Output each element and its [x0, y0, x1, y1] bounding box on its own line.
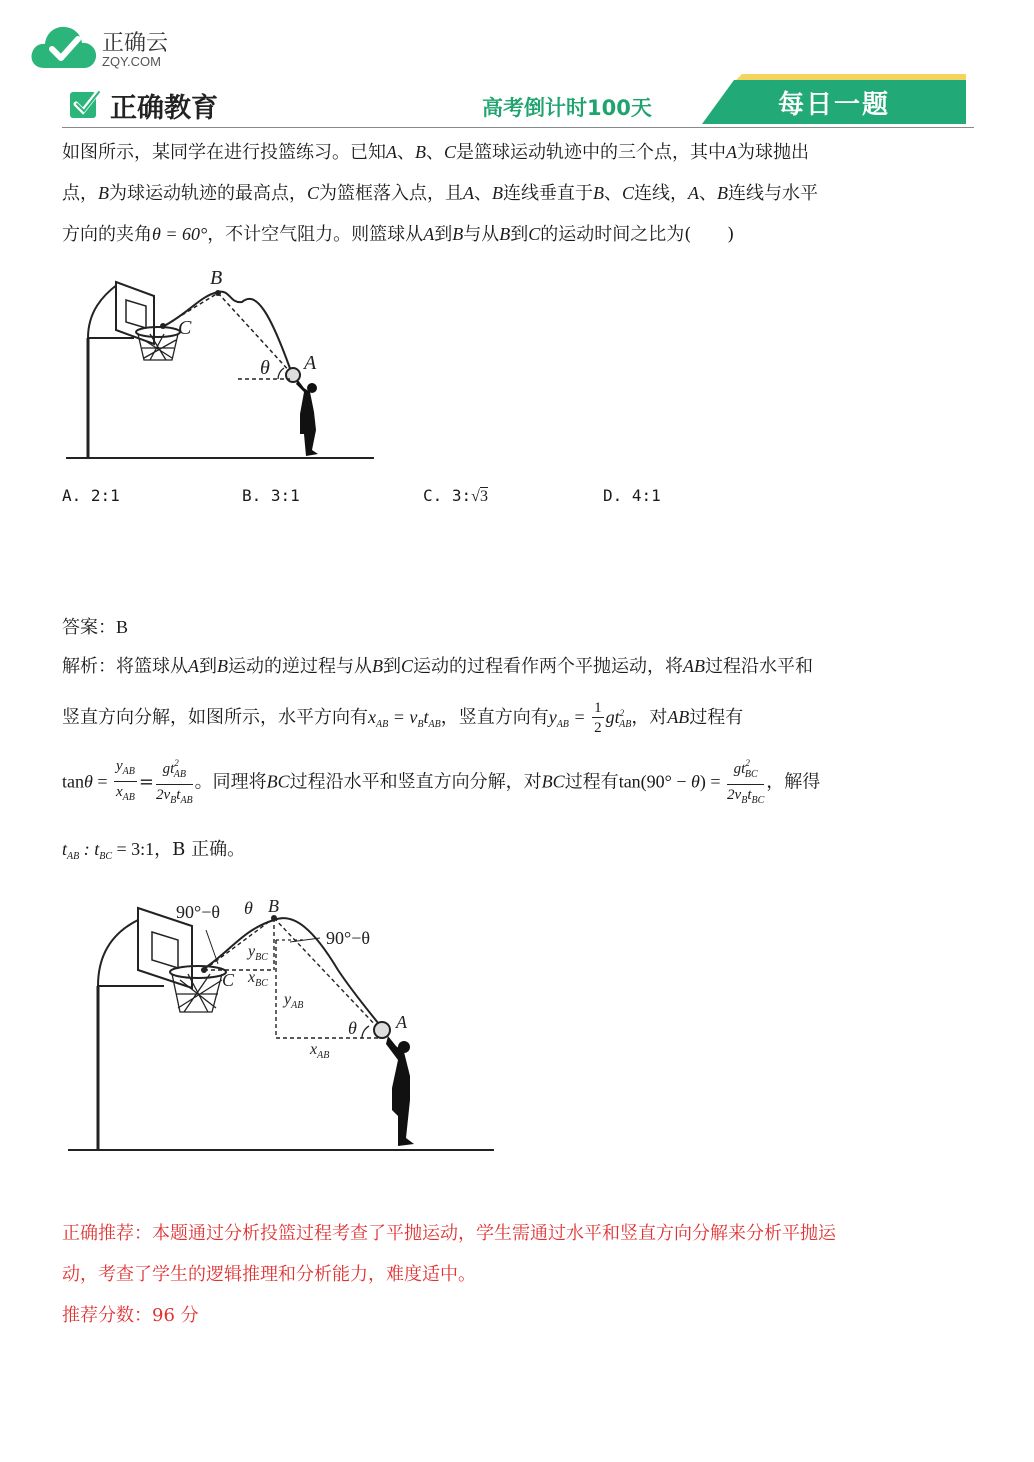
question-line-3: 方向的夹角θ = 60°，不计空气阻力。则篮球从A到B与从B到C的运动时间之比为( ): [62, 224, 735, 245]
question-line-1: 如图所示，某同学在进行投篮练习。已知A、B、C是篮球运动轨迹中的三个点，其中A为球抛出: [62, 142, 810, 163]
fig2-label-ybc: $y_{BC}$: [248, 943, 268, 963]
recommend-score: 推荐分数：96 分: [62, 1305, 199, 1326]
option-d[interactable]: D. 4:1: [603, 486, 661, 505]
fig2-angle-1: 90°−θ: [176, 902, 220, 922]
theta-equation: θ = 60°: [152, 224, 208, 244]
analysis-line-2: 竖直方向分解，如图所示，水平方向有$x_{AB} = v_Bt_{AB}$，竖直方向有$y_{AB}$ = $\frac{1}{2}$ $gt^2_{AB}$，对AB过程有: [62, 699, 744, 736]
analysis-line-4: $t_{AB}$ : $t_{BC}$ = 3:1，B 正确。: [62, 839, 246, 862]
fig2-label-a: A: [396, 1012, 407, 1032]
analysis-line-1: 解析：将篮球从A到B运动的逆过程与从B到C运动的过程看作两个平抛运动，将AB过程沿水平和: [62, 656, 814, 677]
banner-text: 每日一题: [778, 90, 891, 120]
option-a[interactable]: A. 2:1: [62, 486, 120, 505]
analysis-line-3: tanθ = $\frac{y_{AB}}{x_{AB}}$ = $\frac{gt^2_{AB}}{2v_Bt_{AB}}$ 。同理将BC过程沿水平和竖直方向分解，对BC过程有tan(90° − θ) = $\frac{gt^2_{BC}}{2v_Bt_{BC}}$ ，解得: [62, 754, 820, 811]
figure-2-decomposition-diagram: [62, 890, 502, 1160]
logo-domain: ZQY.COM: [102, 54, 161, 69]
option-c[interactable]: C. 3:√3: [423, 486, 488, 505]
fig2-label-xbc: $x_{BC}$: [248, 969, 268, 989]
checkbox-icon: [68, 88, 102, 122]
figure-1-basketball-trajectory: [60, 262, 390, 467]
question-text: [62, 132, 982, 255]
fig2-angle-2: 90°−θ: [326, 928, 370, 948]
fig1-label-theta: θ: [260, 357, 270, 379]
recommend-line-2: 动，考查了学生的逻辑推理和分析能力，难度适中。: [62, 1264, 476, 1285]
option-b[interactable]: B. 3:1: [242, 486, 300, 505]
fig1-label-a: A: [304, 352, 317, 374]
header-divider: [62, 127, 974, 128]
cloud-check-icon: [30, 22, 98, 74]
brand-name: 正确教育: [110, 93, 218, 124]
fig2-label-c: C: [222, 970, 235, 990]
fig2-theta-b: θ: [244, 898, 253, 918]
logo-name: 正确云: [102, 31, 169, 56]
fig1-label-c: C: [178, 317, 192, 339]
fig2-label-b: B: [268, 896, 279, 916]
recommend-line-1: 正确推荐：本题通过分析投篮过程考查了平抛运动，学生需通过水平和竖直方向分解来分析平抛运: [62, 1223, 836, 1244]
fig2-label-yab: $y_{AB}$: [284, 991, 304, 1011]
fig2-theta-a: θ: [348, 1018, 357, 1038]
question-line-2: 点，B为球运动轨迹的最高点，C为篮框落入点，且A、B连线垂直于B、C连线，A、B连线与水平: [62, 183, 819, 204]
fig1-label-b: B: [210, 267, 223, 289]
logo-block: [30, 22, 190, 74]
fig2-label-xab: $x_{AB}$: [310, 1041, 330, 1061]
countdown-text: 高考倒计时100天: [482, 96, 652, 120]
answer-line: 答案：B: [62, 617, 129, 638]
